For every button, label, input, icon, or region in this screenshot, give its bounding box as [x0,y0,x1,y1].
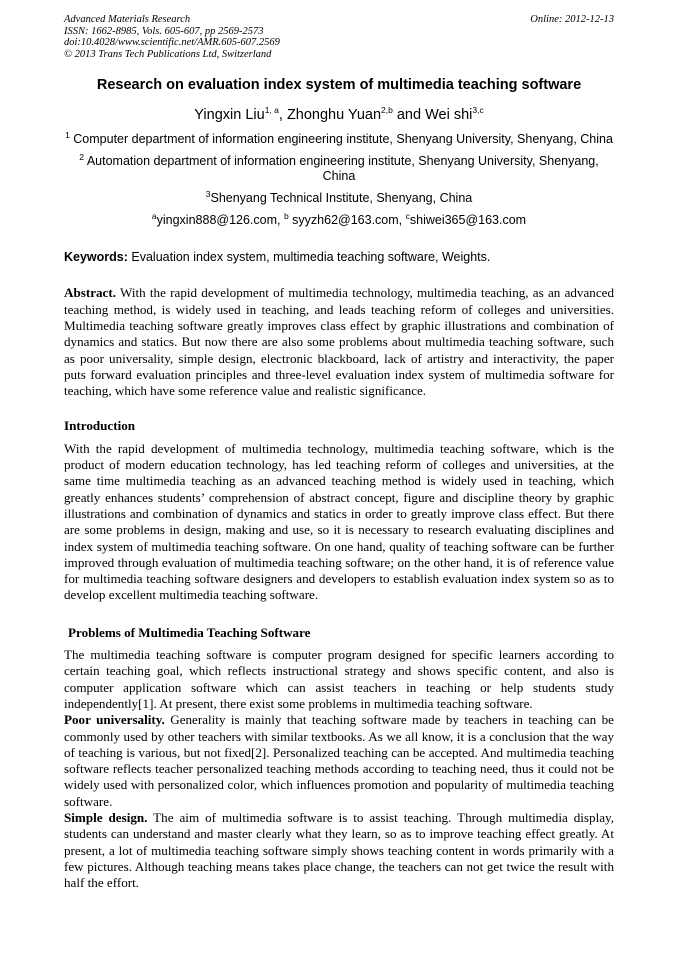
keywords [64,250,614,264]
abstract [64,285,614,399]
problems-paragraph: The multimedia teaching software is computer program designed for specific learners according to certain teaching goal, which reflects instructional strategy and shows specific content, and also is computer application software which can assist teachers in teaching or help students study independently[1]. At present, there exist some problems in multimedia teaching software. [64,647,614,711]
email-text: shiwei365@163.com [409,213,527,228]
author-separator: , [278,107,287,124]
abstract-label: Abstract. [64,285,116,301]
email-line [64,213,614,228]
email-sup: b [283,211,289,222]
author-sup: 3,c [472,105,484,116]
affiliation-text: Automation department of information engineering institute, Shenyang University, Shenyang, China [84,154,599,184]
doi-line: doi:10.4028/www.scientific.net/AMR.605-607.2569 [64,37,280,49]
abstract-text: With the rapid development of multimedia technology, multimedia teaching, as an advanced teaching method, is widely used in teaching, and leads teaching reform of colleges and universities. Multimedia teaching software greatly improves class effect by graphic illustrations and combination of dynamics and statics. But now there are also some problems about multimedia teaching software, such as poor universality, simple design, electronic blackboard, lack of artistry and interactivity, the paper puts forward evaluation principles and three-level evaluation index system of multimedia software for teaching, which have some reference value and realistic significance. [64,285,614,399]
affiliation-3 [64,191,614,206]
simple-design-label: Simple design. [64,809,148,825]
journal-header [64,14,614,60]
author-name: Yingxin Liu [194,107,265,124]
email-text: syyzh62@163.com, [288,213,406,228]
section-heading-introduction: Introduction [64,418,136,434]
email-sup: c [405,211,410,222]
affiliation-2 [64,154,614,184]
introduction-paragraph: With the rapid development of multimedia technology, multimedia teaching software, which is the product of modern education technology, has led teaching reform of colleges and universities, at the same time multimedia teaching as an advanced teaching method is widely used in teaching, which greatly enhances students’ comprehension of abstract concept, figure and discipline theory by graphic illustrations and combination of dynamics and statics in order to greatly improve class effect. But there are some problems in design, making and use, so it is necessary to research evaluating disciplines and index system of multimedia teaching software. On one hand, quality of teaching software can be further improved through evaluation of multimedia teaching software; on the other hand, it is of reference value for multimedia teaching software designers and developers to establish evaluation index system so as to develop excellent multimedia teaching software. [64,440,614,603]
author-sup: 1, a [264,105,279,116]
paper-page [64,14,614,891]
affiliation-text: Computer department of information engineering institute, Shenyang University, Shenyang, China [69,132,613,147]
affiliation-1 [64,132,614,147]
poor-universality-label: Poor universality. [64,712,165,728]
journal-name: Advanced Materials Research [64,14,191,25]
simple-design-paragraph [64,810,614,891]
affiliation-sup: 1 [65,130,70,141]
author-list [64,107,614,123]
poor-universality-paragraph [64,712,614,810]
author-sup: 2,b [381,105,393,116]
issn-line: ISSN: 1662-8985, Vols. 605-607, pp 2569-2573 [64,25,264,37]
affiliation-sup: 3 [205,189,211,200]
paper-title: Research on evaluation index system of multimedia teaching software [96,77,582,94]
copyright-line: © 2013 Trans Tech Publications Ltd, Switzerland [64,48,272,60]
affiliation-sup: 2 [79,152,85,163]
keywords-text: Evaluation index system, multimedia teaching software, Weights. [127,250,491,265]
author-separator: and [392,107,426,124]
online-date: Online: 2012-12-13 [530,14,614,25]
author-name: Zhonghu Yuan [286,107,382,124]
email-text: yingxin888@126.com, [156,213,284,228]
affiliation-text: Shenyang Technical Institute, Shenyang, China [210,191,473,206]
section-heading-problems: Problems of Multimedia Teaching Software [68,624,311,640]
poor-universality-text: Generality is mainly that teaching software made by teachers in teaching can be commonly used by other teachers with similar textbooks. As we all know, it is a conclusion that the way of teaching is various, but not fixed[2]. Personalized teaching can be accepted. And multimedia teaching software reflects teacher personalized teaching methods according to teaching need, thus it could not be widely used with personalized color, which influences promotion and popularity of multimedia teaching software. [64,712,614,809]
keywords-label: Keywords: [64,250,128,265]
author-name: Wei shi [425,107,473,124]
email-sup: a [151,211,157,222]
simple-design-text: The aim of multimedia software is to assist teaching. Through multimedia display, students can understand and master clearly what they learn, so as to improve teaching effect greatly. At present, a lot of multimedia teaching software simply shows teaching content in words primarily with a few pictures. Although teaching means takes place change, the teachers can not get twice the result with half the effort. [64,809,614,891]
